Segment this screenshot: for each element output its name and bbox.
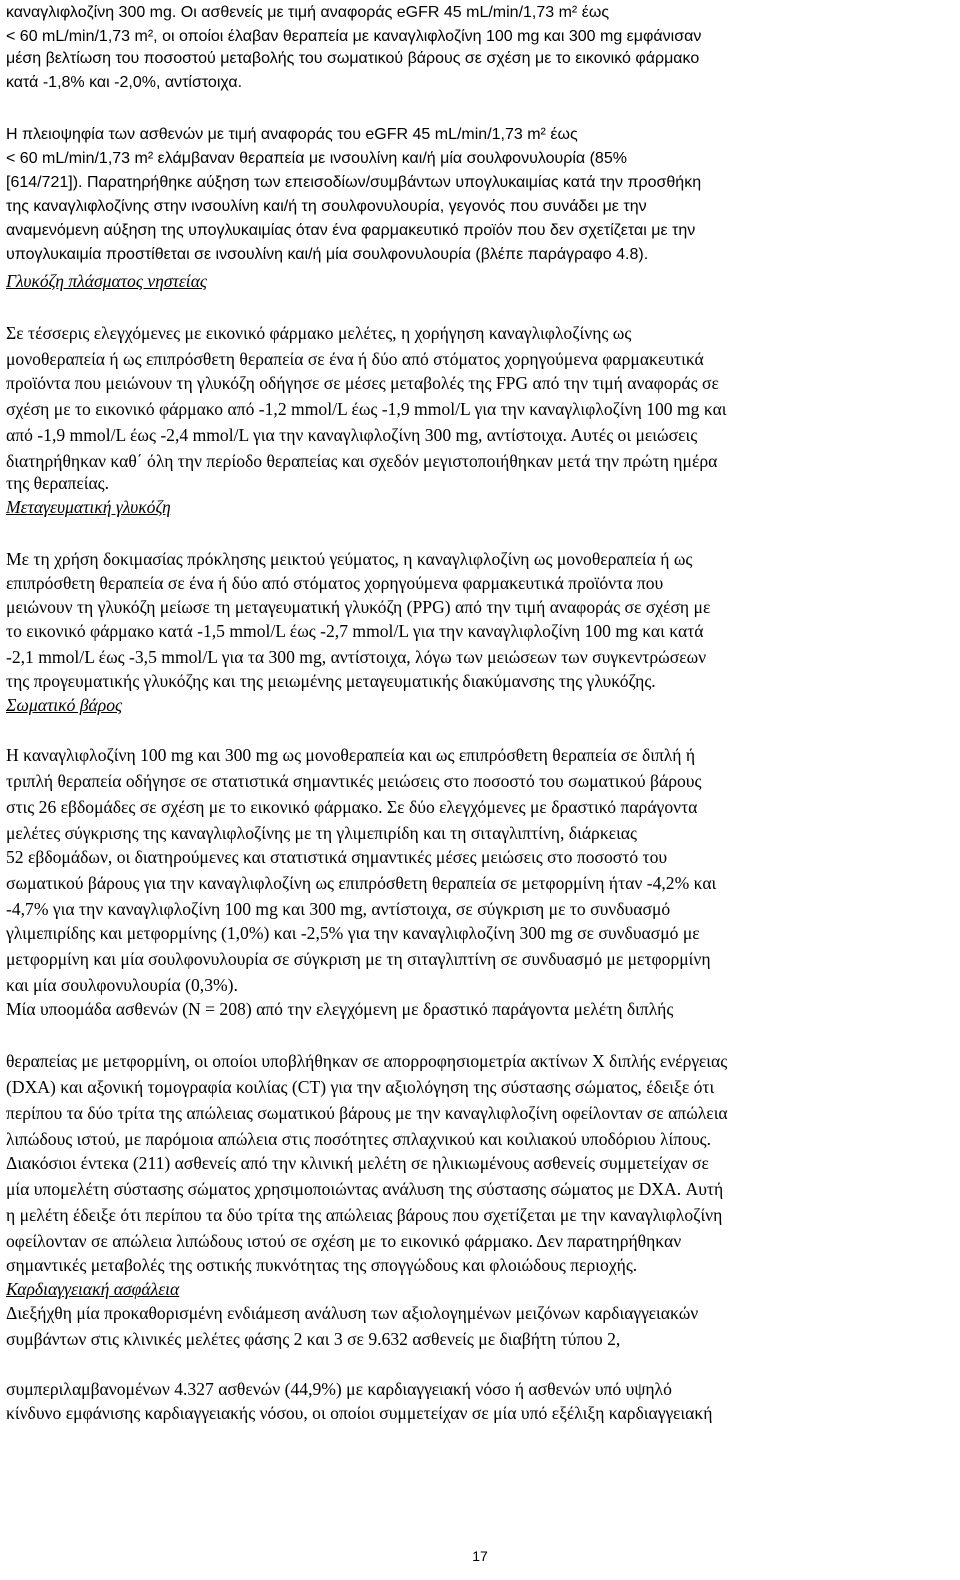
text-line: μέση βελτίωση του ποσοστού μεταβολής του σωματικού βάρους σε σχέση με το εικονικό φάρμακο xyxy=(6,50,700,67)
text-line: κίνδυνο εμφάνισης καρδιαγγειακής νόσου, οι οποίοι συμμετείχαν σε μία υπό εξέλιξη καρδιαγγειακή xyxy=(6,1403,713,1423)
text-line: < 60 mL/min/1,73 m², οι οποίοι έλαβαν θεραπεία με καναγλιφλοζίνη 100 mg και 300 mg εμφάνισαν xyxy=(6,28,702,45)
page-number: 17 xyxy=(472,1548,488,1564)
text-line: μία υπομελέτη σύστασης σώματος χρησιμοποιώντας ανάλυση της σύστασης σώματος με DXA. Αυτή xyxy=(6,1179,724,1199)
text-line: < 60 mL/min/1,73 m² ελάμβαναν θεραπεία με ινσουλίνη και/ή μία σουλφονυλουρία (85% xyxy=(6,150,627,167)
text-line: Σε τέσσερις ελεγχόμενες με εικονικό φάρμακο μελέτες, η χορήγηση καναγλιφλοζίνης ως xyxy=(6,323,632,343)
text-line: της προγευματικής γλυκόζης και της μειωμένης μεταγευματικής διακύμανσης της γλυκόζης. xyxy=(6,671,656,691)
text-line: Η πλειοψηφία των ασθενών με τιμή αναφοράς του eGFR 45 mL/min/1,73 m² έως xyxy=(6,126,578,143)
section-heading: Γλυκόζη πλάσματος νηστείας xyxy=(6,271,208,291)
text-line: Η καναγλιφλοζίνη 100 mg και 300 mg ως μονοθεραπεία και ως επιπρόσθετη θεραπεία σε διπλή ή xyxy=(6,745,696,765)
text-line: το εικονικό φάρμακο κατά -1,5 mmol/L έως -2,7 mmol/L για την καναγλιφλοζίνη 100 mg και κατά xyxy=(6,621,704,641)
text-line: και μία σουλφονυλουρία (0,3%). xyxy=(6,975,238,995)
text-line: κατά -1,8% και -2,0%, αντίστοιχα. xyxy=(6,74,243,91)
section-heading: Καρδιαγγειακή ασφάλεια xyxy=(6,1279,180,1299)
text-line: Με τη χρήση δοκιμασίας πρόκλησης μεικτού γεύματος, η καναγλιφλοζίνη ως μονοθεραπεία ή ως xyxy=(6,549,693,569)
text-line: της καναγλιφλοζίνης στην ινσουλίνη και/ή τη σουλφονυλουρία, γεγονός που συνάδει με την xyxy=(6,198,647,215)
text-line: λιπώδους ιστού, με παρόμοια απώλεια στις ποσότητες σπλαχνικού και κοιλιακού υποδόριου λίπους. xyxy=(6,1129,712,1149)
text-line: μειώνουν τη γλυκόζη μείωσε τη μεταγευματική γλυκόζη (PPG) από την τιμή αναφοράς σε σχέση με xyxy=(6,597,711,617)
text-line: μετφορμίνη και μία σουλφονυλουρία σε σύγκριση με τη σιταγλιπτίνη σε συνδυασμό με μετφορμίνη xyxy=(6,949,711,969)
text-line: διατηρήθηκαν καθ΄ όλη την περίοδο θεραπείας και σχεδόν μεγιστοποιήθηκαν μετά την πρώτη ημέρα xyxy=(6,451,718,471)
text-line: [614/721]). Παρατηρήθηκε αύξηση των επεισοδίων/συμβάντων υπογλυκαιμίας κατά την προσθήκη xyxy=(6,174,702,191)
text-line: υπογλυκαιμία προστίθεται σε ινσουλίνη και/ή μία σουλφονυλουρία (βλέπε παράγραφο 4.8). xyxy=(6,246,649,263)
text-line: Διεξήχθη μία προκαθορισμένη ενδιάμεση ανάλυση των αξιολογημένων μειζόνων καρδιαγγειακών xyxy=(6,1303,699,1323)
text-line: αναμενόμενη αύξηση της υπογλυκαιμίας όταν ένα φαρμακευτικό προϊόν που δεν σχετίζεται με την xyxy=(6,222,696,239)
text-line: συμπεριλαμβανομένων 4.327 ασθενών (44,9%) με καρδιαγγειακή νόσο ή ασθενών υπό υψηλό xyxy=(6,1379,672,1399)
text-line: μελέτες σύγκρισης της καναγλιφλοζίνης με τη γλιμεπιρίδη και τη σιταγλιπτίνη, διάρκειας xyxy=(6,823,637,843)
text-line: η μελέτη έδειξε ότι περίπου τα δύο τρίτα της απώλειας βάρους που σχετίζεται με την καναγλιφλοζίνη xyxy=(6,1205,723,1225)
text-line: της θεραπείας. xyxy=(6,473,110,493)
text-line: καναγλιφλοζίνη 300 mg. Οι ασθενείς με τιμή αναφοράς eGFR 45 mL/min/1,73 m² έως xyxy=(6,4,610,21)
text-line: από -1,9 mmol/L έως -2,4 mmol/L για την καναγλιφλοζίνη 300 mg, αντίστοιχα. Αυτές οι μειώσεις xyxy=(6,425,698,445)
text-line: επιπρόσθετη θεραπεία σε ένα ή δύο από στόματος χορηγούμενα φαρμακευτικά προϊόντα που xyxy=(6,573,664,593)
text-line: περίπου τα δύο τρίτα της απώλειας σωματικού βάρους με την καναγλιφλοζίνη οφείλονταν σε απώλεια xyxy=(6,1103,728,1123)
text-line: τριπλή θεραπεία οδήγησε σε στατιστικά σημαντικές μειώσεις στο ποσοστό του σωματικού βάρους xyxy=(6,771,702,791)
text-line: Διακόσιοι έντεκα (211) ασθενείς από την κλινική μελέτη σε ηλικιωμένους ασθενείς συμμετείχαν σε xyxy=(6,1153,709,1173)
text-line: μονοθεραπεία ή ως επιπρόσθετη θεραπεία σε ένα ή δύο από στόματος χορηγούμενα φαρμακευτικά xyxy=(6,349,704,369)
text-line: Μία υποομάδα ασθενών (N = 208) από την ελεγχόμενη με δραστικό παράγοντα μελέτη διπλής xyxy=(6,999,674,1019)
text-line: στις 26 εβδομάδες σε σχέση με το εικονικό φάρμακο. Σε δύο ελεγχόμενες με δραστικό παράγοντα xyxy=(6,797,698,817)
text-line: θεραπείας με μετφορμίνη, οι οποίοι υποβλήθηκαν σε απορροφησιομετρία ακτίνων X διπλής ενέργειας xyxy=(6,1051,728,1071)
text-line: σημαντικές μεταβολές της οστικής πυκνότητας της σπογγώδους και φλοιώδους περιοχής. xyxy=(6,1255,638,1275)
text-line: -4,7% για την καναγλιφλοζίνη 100 mg και 300 mg, αντίστοιχα, σε σύγκριση με το συνδυασμό xyxy=(6,899,671,919)
text-line: 52 εβδομάδων, οι διατηρούμενες και στατιστικά σημαντικές μέσες μειώσεις στο ποσοστό του xyxy=(6,847,668,867)
text-line: σχέση με το εικονικό φάρμακο από -1,2 mmol/L έως -1,9 mmol/L για την καναγλιφλοζίνη 100 mg και xyxy=(6,399,727,419)
section-heading: Μεταγευματική γλυκόζη xyxy=(6,497,171,517)
text-line: οφείλονταν σε απώλεια λιπώδους ιστού σε σχέση με το εικονικό φάρμακο. Δεν παρατηρήθηκαν xyxy=(6,1231,682,1251)
text-line: συμβάντων στις κλινικές μελέτες φάσης 2 και 3 σε 9.632 ασθενείς με διαβήτη τύπου 2, xyxy=(6,1329,621,1349)
section-heading: Σωματικό βάρος xyxy=(6,695,123,715)
text-line: γλιμεπιρίδης και μετφορμίνης (1,0%) και -2,5% για την καναγλιφλοζίνη 300 mg σε συνδυασμό με xyxy=(6,923,700,943)
text-line: σωματικού βάρους για την καναγλιφλοζίνη ως επιπρόσθετη θεραπεία σε μετφορμίνη ήταν -4,2% και xyxy=(6,873,717,893)
text-line: (DXA) και αξονική τομογραφία κοιλίας (CT) για την αξιολόγηση της σύστασης σώματος, έδειξε ότι xyxy=(6,1077,715,1097)
text-line: προϊόντα που μειώνουν τη γλυκόζη οδήγησε σε μέσες μεταβολές της FPG από την τιμή αναφοράς σε xyxy=(6,373,719,393)
text-line: -2,1 mmol/L έως -3,5 mmol/L για τα 300 mg, αντίστοιχα, λόγω των μειώσεων των συγκεντρώσεων xyxy=(6,647,707,667)
